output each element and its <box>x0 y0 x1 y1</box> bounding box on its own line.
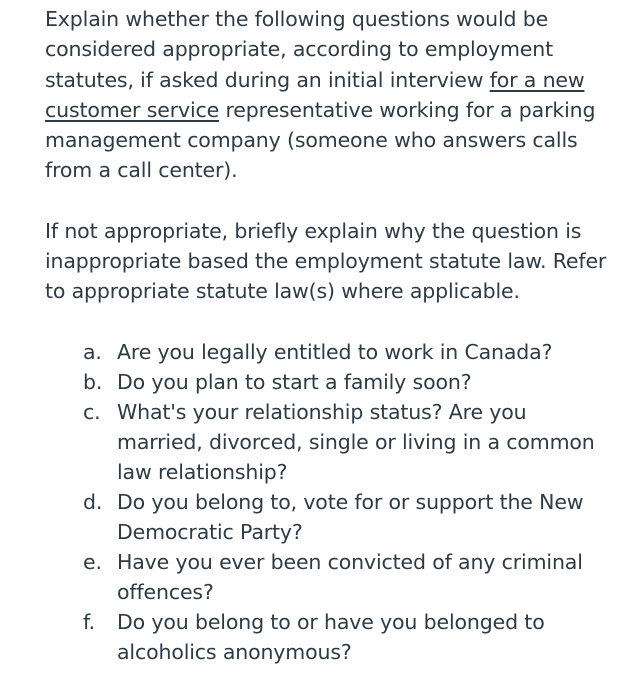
question-item-e <box>83 547 615 607</box>
question-text: What's your relationship status? Are you married, divorced, single or living in a common law relationship? <box>117 399 595 484</box>
question-item-f <box>83 607 615 667</box>
question-list <box>45 337 615 667</box>
question-marker: f. <box>83 609 95 634</box>
intro-underlined-text: for a new customer service <box>45 67 585 122</box>
question-text: Do you belong to, vote for or support the New Democratic Party? <box>117 489 584 544</box>
intro-text-start: Explain whether the following questions would be considered appropriate, according to employment statutes, if asked during an initial interview <box>45 7 553 92</box>
question-item-a <box>83 337 615 367</box>
question-text: Do you belong to or have you belonged to alcoholics anonymous? <box>117 609 545 664</box>
intro-text-end: representative working for a parking management company (someone who answers calls from a call center). <box>45 97 596 183</box>
question-text: Do you plan to start a family soon? <box>117 369 472 394</box>
question-text: Are you legally entitled to work in Canada? <box>117 339 553 364</box>
question-marker: d. <box>83 489 103 514</box>
intro-paragraph <box>45 4 615 186</box>
question-item-c <box>83 397 615 487</box>
instructions-paragraph: If not appropriate, briefly explain why the question is inappropriate based the employment statute law. Refer to appropriate statute law(s) where applicable. <box>45 218 607 304</box>
question-marker: b. <box>83 369 103 394</box>
question-marker: e. <box>83 549 102 574</box>
question-marker: a. <box>83 339 102 364</box>
question-item-b <box>83 367 615 397</box>
question-item-d <box>83 487 615 547</box>
question-text: Have you ever been convicted of any criminal offences? <box>117 549 583 604</box>
question-document <box>45 4 615 667</box>
question-marker: c. <box>83 399 101 424</box>
